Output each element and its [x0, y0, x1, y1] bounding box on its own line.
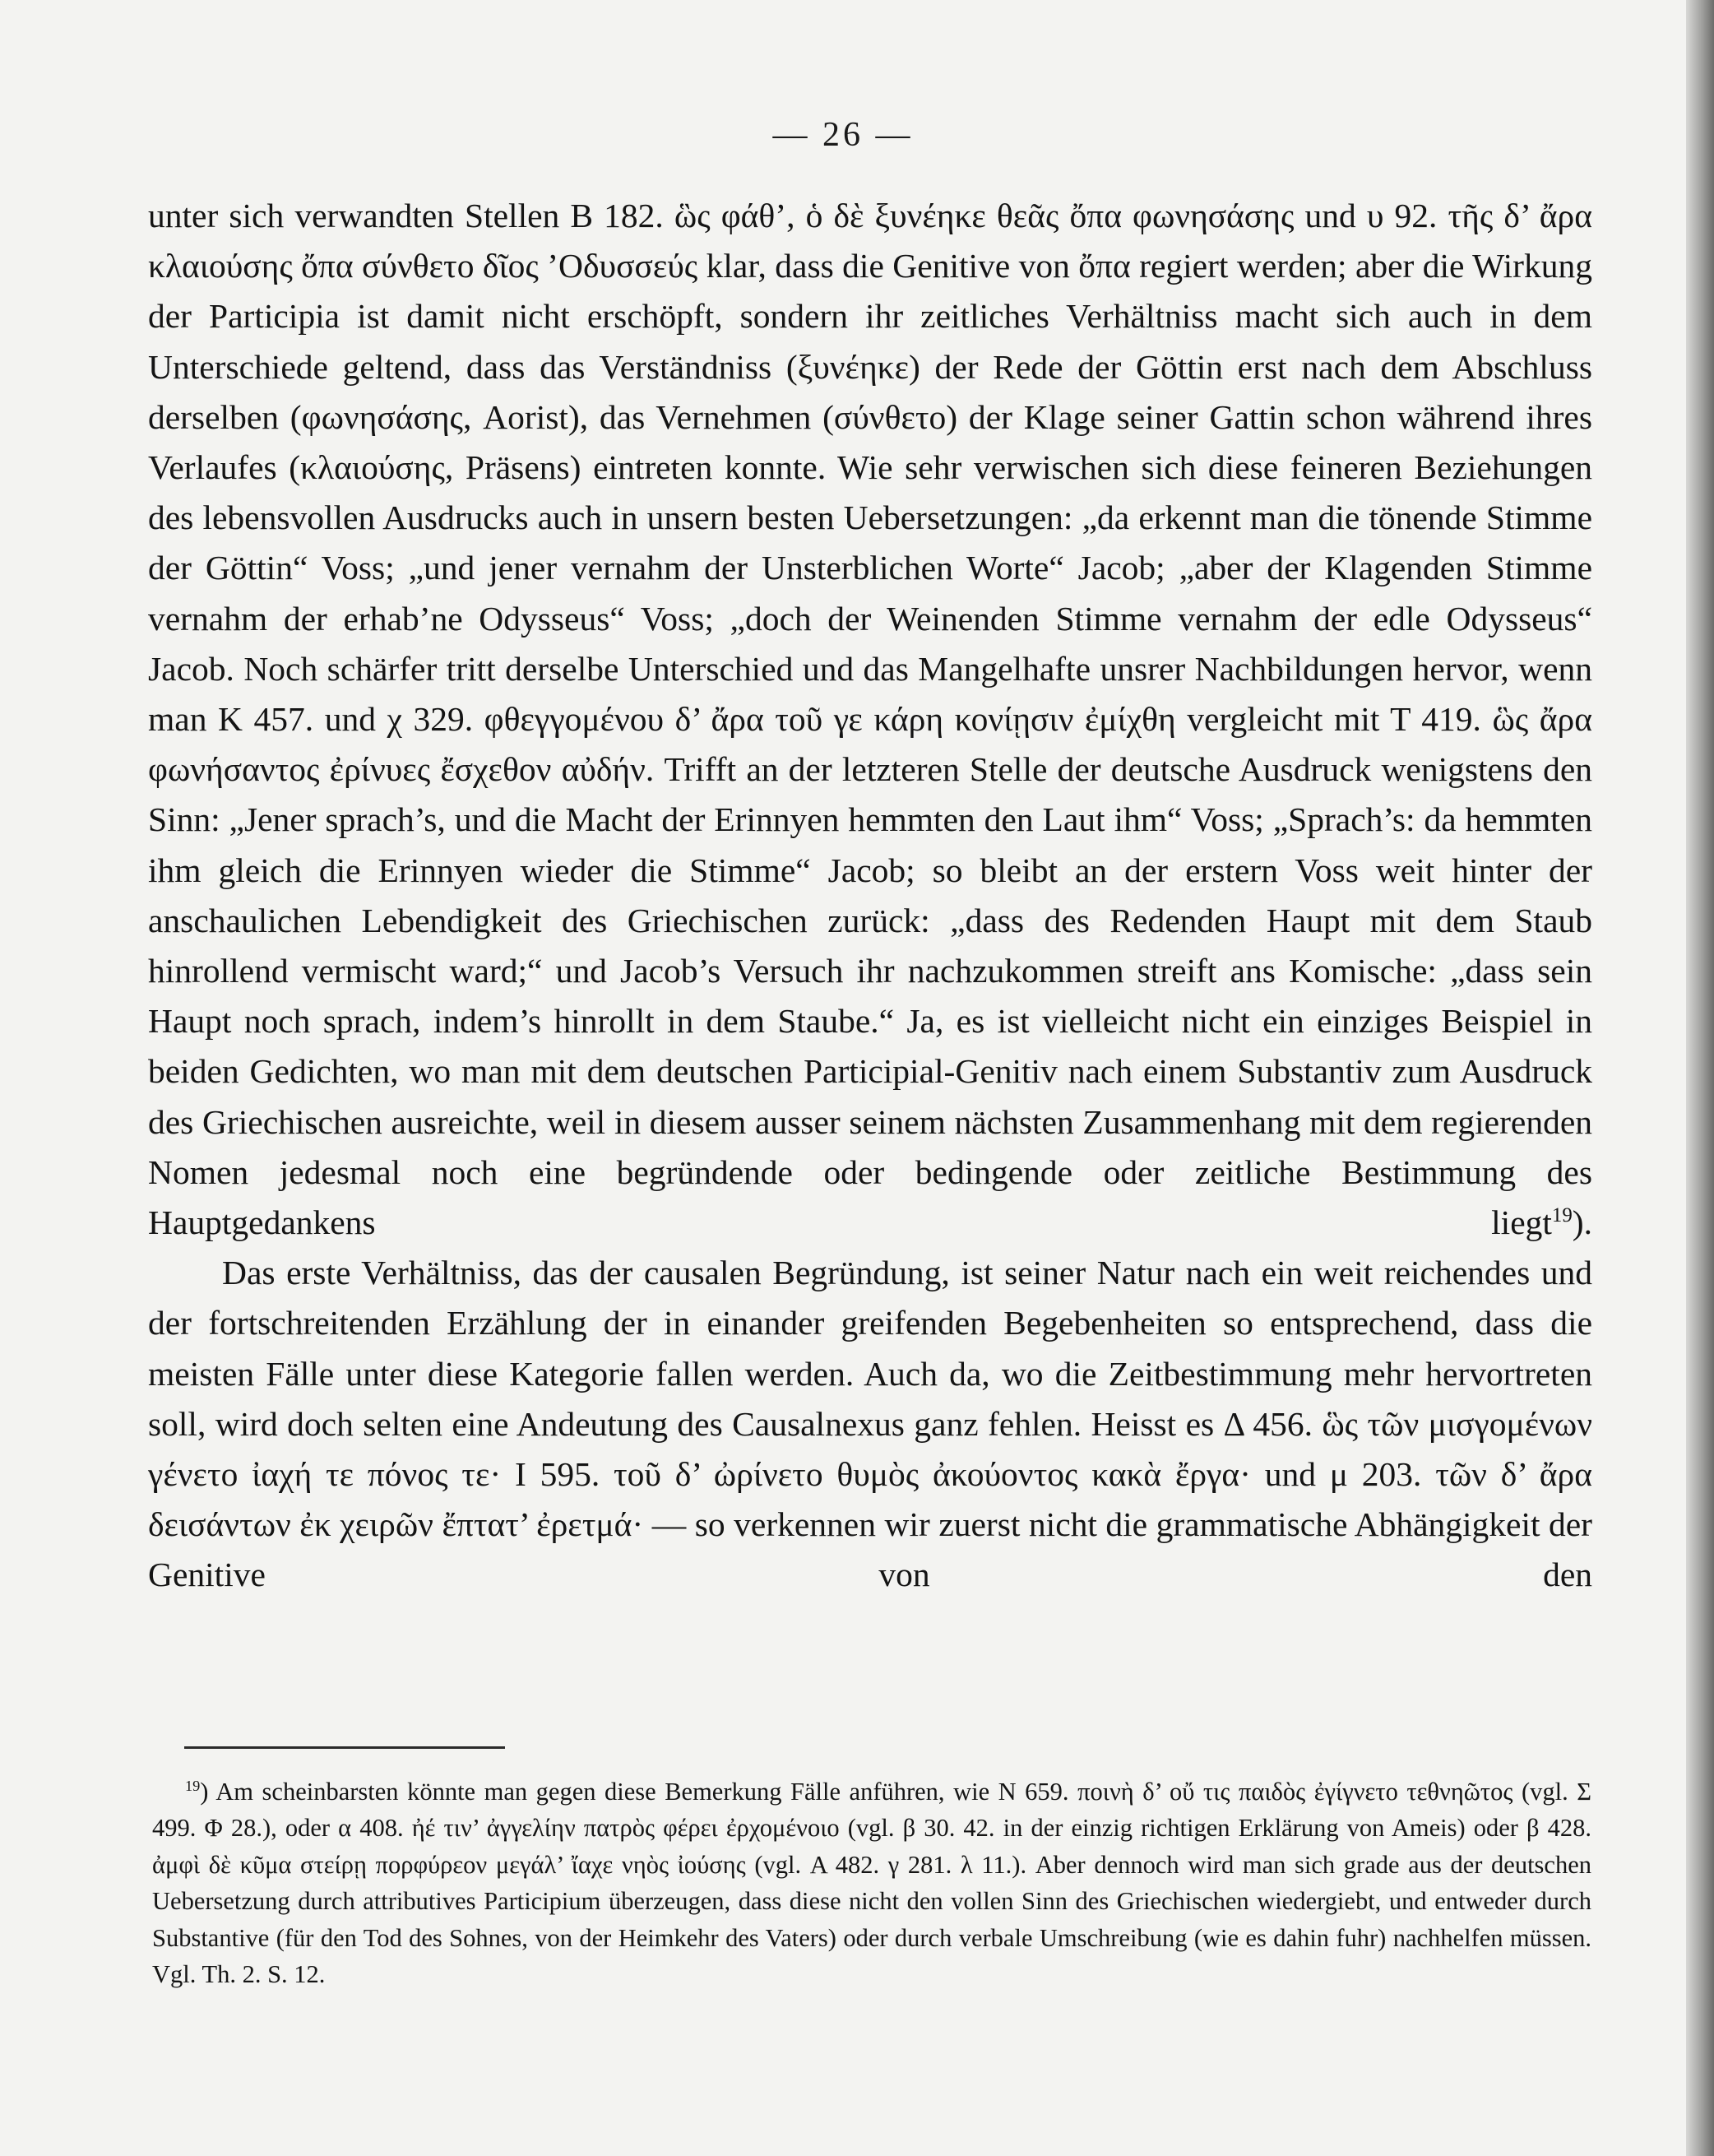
main-text: [148, 191, 1592, 1601]
page-number: — 26 —: [772, 116, 914, 154]
paragraph-1: [148, 191, 1592, 1248]
paragraph-2: Das erste Verhältniss, das der causalen Begründung, ist seiner Natur nach ein weit reichendes und der fortschreitenden Erzählung der in einander greifenden Begebenheiten so entsprechend, dass die meisten Fälle unter diese Kategorie fallen werden. Auch da, wo die Zeitbestimmung mehr hervortreten soll, wird doch selten eine Andeutung des Causalnexus ganz fehlen. Heisst es Δ 456. ὣς τῶν μισγομένων γένετο ἰαχή τε πόνος τε· Ι 595. τοῦ δ’ ὠρίνετο θυμὸς ἀκούοντος κακὰ ἔργα· und μ 203. τῶν δ’ ἄρα δεισάντων ἐκ χειρῶν ἔπτατ’ ἐρετμά· — so verkennen wir zuerst nicht die grammatische Abhängigkeit der Genitive von den: [148, 1254, 1592, 1594]
footnote-text: ) Am scheinbarsten könnte man gegen diese Bemerkung Fälle anführen, wie N 659. ποινὴ δ’ οὔ τις παιδὸς ἐγίγνετο τεθνηῶτος (vgl. Σ 499. Φ 28.), oder α 408. ἠέ τιν’ ἀγγελίην πατρὸς φέρει ἐρχομένοιο (vgl. β 30. 42. in der einzig richtigen Erklärung von Ameis) oder β 428. ἀμφὶ δὲ κῦμα στείρῃ πορφύρεον μεγάλ’ ἴαχε νηὸς ἰούσης (vgl. Α 482. γ 281. λ 11.). Aber dennoch wird man sich grade aus der deutschen Uebersetzung durch attributives Participium überzeugen, dass diese nicht den vollen Sinn des Griechischen wiedergiebt, und entweder durch Substantive (für den Tod des Sohnes, von der Heimkehr des Vaters) oder durch verbale Umschreibung (wie es dahin fuhr) nachhelfen müssen. Vgl. Th. 2. S. 12.: [152, 1778, 1591, 1989]
footnote-marker: 19: [185, 1777, 201, 1794]
page-edge-shadow: [1686, 0, 1714, 2156]
footnotes: [152, 1773, 1591, 1992]
footnote-divider: [184, 1746, 505, 1749]
footnote-19: [152, 1773, 1591, 1992]
footnote-reference: 19: [1551, 1204, 1573, 1227]
paragraph-1-end: ).: [1572, 1203, 1592, 1242]
paragraph-1-text: unter sich verwandten Stellen B 182. ὣς φάθ’, ὁ δὲ ξυνέηκε θεᾶς ὄπα φωνησάσης und υ 92. τῆς δ’ ἄρα κλαιούσης ὄπα σύνθετο δῖος ’Οδυσσεύς klar, dass die Genitive von ὄπα regiert werden; aber die Wirkung der Participia ist damit nicht erschöpft, sondern ihr zeitliches Verhältniss macht sich auch in dem Unterschiede geltend, dass das Verständniss (ξυνέηκε) der Rede der Göttin erst nach dem Abschluss derselben (φωνησάσης, Aorist), das Vernehmen (σύνθετο) der Klage seiner Gattin schon während ihres Verlaufes (κλαιούσης, Präsens) eintreten konnte. Wie sehr verwischen sich diese feineren Beziehungen des lebensvollen Ausdrucks auch in unsern besten Uebersetzungen: „da erkennt man die tönende Stimme der Göttin“ Voss; „und jener vernahm der Unsterblichen Worte“ Jacob; „aber der Klagenden Stimme vernahm der erhab’ne Odysseus“ Voss; „doch der Weinenden Stimme vernahm der edle Odysseus“ Jacob. Noch schärfer tritt derselbe Unterschied und das Mangelhafte unsrer Nachbildungen hervor, wenn man K 457. und χ 329. φθεγγομένου δ’ ἄρα τοῦ γε κάρη κονίῃσιν ἐμίχθη vergleicht mit T 419. ὣς ἄρα φωνήσαντος ἐρίνυες ἔσχεθον αὐδήν. Trifft an der letzteren Stelle der deutsche Ausdruck wenigstens den Sinn: „Jener sprach’s, und die Macht der Erinnyen hemmten den Laut ihm“ Voss; „Sprach’s: da hemmten ihm gleich die Erinnyen wieder die Stimme“ Jacob; so bleibt an der erstern Voss weit hinter der anschaulichen Lebendigkeit des Griechischen zurück: „dass des Redenden Haupt mit dem Staub hinrollend vermischt ward;“ und Jacob’s Versuch ihr nachzukommen streift ans Komische: „dass sein Haupt noch sprach, indem’s hinrollt in dem Staube.“ Ja, es ist vielleicht nicht ein einziges Beispiel in beiden Gedichten, wo man mit dem deutschen Participial-Genitiv nach einem Substantiv zum Ausdruck des Griechischen ausreichte, weil in diesem ausser seinem nächsten Zusammenhang mit dem regierenden Nomen jedesmal noch eine begründende oder bedingende oder zeitliche Bestimmung des Hauptgedankens liegt: [148, 197, 1592, 1242]
